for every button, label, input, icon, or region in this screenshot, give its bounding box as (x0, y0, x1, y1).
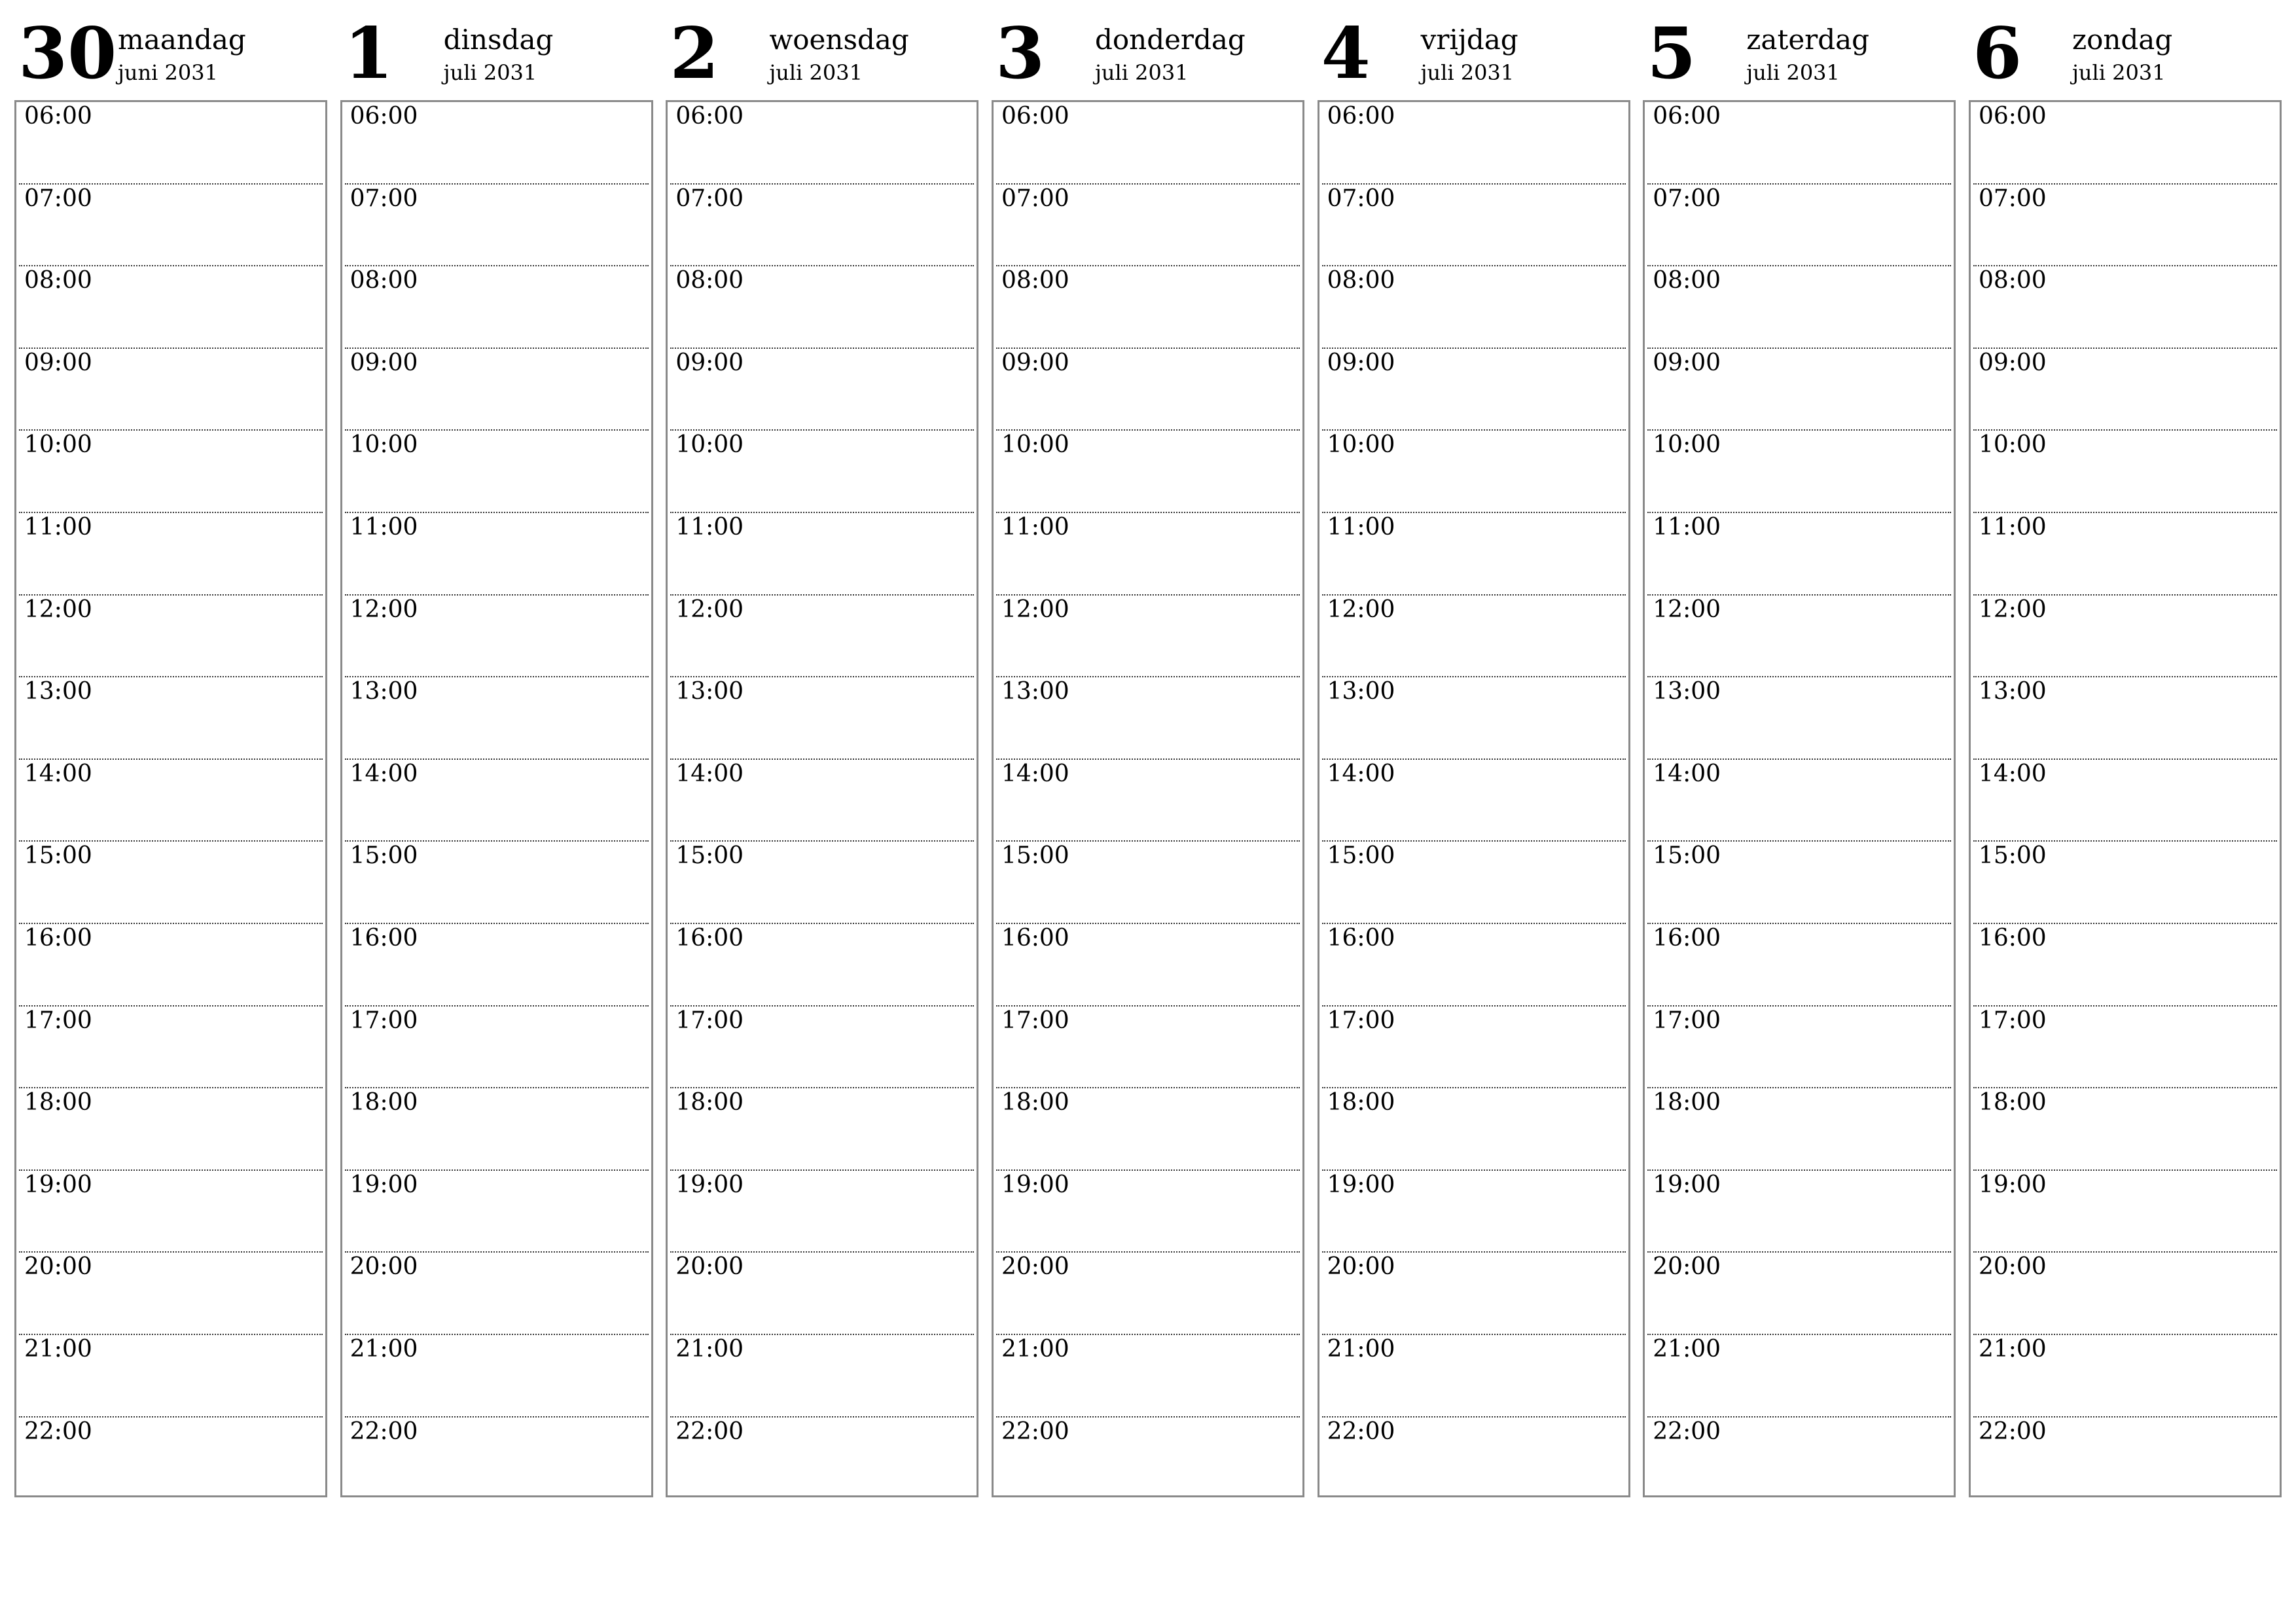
time-label: 17:00 (1978, 1007, 2047, 1034)
time-label: 14:00 (24, 760, 92, 787)
day-number: 3 (995, 12, 1045, 95)
time-slot (1322, 677, 1626, 760)
time-slot (345, 102, 649, 185)
time-label: 22:00 (24, 1418, 92, 1445)
time-slot (996, 266, 1300, 349)
time-label: 20:00 (675, 1253, 744, 1281)
time-label: 18:00 (24, 1089, 92, 1116)
day-column (1643, 14, 1956, 1497)
time-slot (19, 1253, 323, 1335)
time-slot (1322, 1253, 1626, 1335)
time-slot (996, 924, 1300, 1007)
time-slot (345, 677, 649, 760)
time-label: 16:00 (24, 924, 92, 952)
time-label: 19:00 (1978, 1171, 2047, 1198)
time-slot (996, 513, 1300, 596)
time-label: 17:00 (1327, 1007, 1395, 1034)
day-column (1318, 14, 1630, 1497)
day-month: juni 2031 (118, 60, 218, 85)
time-slot (1322, 1418, 1626, 1500)
time-slot (670, 1418, 974, 1500)
time-label: 20:00 (1001, 1253, 1069, 1281)
time-label: 17:00 (24, 1007, 92, 1034)
time-slot (670, 1335, 974, 1418)
time-label: 12:00 (675, 596, 744, 623)
time-slot (670, 596, 974, 678)
day-schedule-box (1318, 100, 1630, 1497)
time-slot (345, 266, 649, 349)
time-label: 09:00 (1978, 349, 2047, 376)
time-slot (345, 185, 649, 267)
time-label: 21:00 (1978, 1335, 2047, 1363)
time-label: 09:00 (1327, 349, 1395, 376)
day-name: dinsdag (443, 24, 554, 56)
day-schedule-box (992, 100, 1304, 1497)
time-label: 19:00 (1001, 1171, 1069, 1198)
time-label: 12:00 (350, 596, 418, 623)
time-label: 13:00 (1653, 678, 1721, 705)
time-label: 08:00 (350, 267, 418, 294)
time-label: 09:00 (24, 349, 92, 376)
time-slot (670, 842, 974, 924)
day-schedule-box (1643, 100, 1956, 1497)
time-slot (1973, 842, 2277, 924)
time-slot (19, 513, 323, 596)
time-slot (19, 924, 323, 1007)
time-label: 11:00 (24, 513, 92, 541)
time-slot (670, 1253, 974, 1335)
time-slot (1973, 1171, 2277, 1253)
time-slot (345, 1088, 649, 1171)
time-label: 14:00 (1978, 760, 2047, 787)
day-month: juli 2031 (769, 60, 863, 85)
time-slot (345, 1418, 649, 1500)
time-slot (996, 1253, 1300, 1335)
time-slot (345, 842, 649, 924)
time-label: 10:00 (1653, 431, 1721, 459)
time-slot (670, 1171, 974, 1253)
day-column (992, 14, 1304, 1497)
time-label: 20:00 (1653, 1253, 1721, 1281)
time-slot (19, 102, 323, 185)
time-label: 10:00 (24, 431, 92, 459)
time-label: 11:00 (1001, 513, 1069, 541)
time-slot (996, 596, 1300, 678)
time-label: 18:00 (1001, 1089, 1069, 1116)
time-slot (1973, 431, 2277, 513)
time-label: 15:00 (350, 842, 418, 870)
time-slot (345, 1007, 649, 1089)
time-slot (1322, 1007, 1626, 1089)
time-slot (1322, 513, 1626, 596)
time-slot (670, 677, 974, 760)
time-label: 10:00 (1001, 431, 1069, 459)
time-slot (1322, 349, 1626, 431)
time-label: 11:00 (1327, 513, 1395, 541)
time-slot (670, 102, 974, 185)
day-number: 6 (1972, 12, 2022, 95)
time-slot (1973, 102, 2277, 185)
time-slot (19, 760, 323, 842)
day-schedule-box (340, 100, 653, 1497)
time-slot (670, 1007, 974, 1089)
time-label: 10:00 (675, 431, 744, 459)
time-slot (1973, 349, 2277, 431)
time-label: 13:00 (675, 678, 744, 705)
day-name: maandag (118, 24, 246, 56)
time-label: 19:00 (675, 1171, 744, 1198)
time-label: 13:00 (1978, 678, 2047, 705)
time-slot (996, 431, 1300, 513)
time-slot (1973, 266, 2277, 349)
time-slot (1322, 102, 1626, 185)
time-slot (1973, 1007, 2277, 1089)
time-slot (19, 1335, 323, 1418)
time-slot (996, 1171, 1300, 1253)
time-slot (1647, 1171, 1951, 1253)
time-label: 20:00 (24, 1253, 92, 1281)
time-slot (345, 596, 649, 678)
time-label: 11:00 (675, 513, 744, 541)
time-slot (670, 349, 974, 431)
time-slot (19, 1171, 323, 1253)
time-label: 06:00 (1653, 103, 1721, 130)
time-label: 07:00 (1978, 185, 2047, 212)
time-slot (1322, 842, 1626, 924)
day-header (14, 14, 327, 100)
time-label: 06:00 (1001, 103, 1069, 130)
day-header (992, 14, 1304, 100)
time-label: 10:00 (1978, 431, 2047, 459)
time-slot (1647, 513, 1951, 596)
day-header (340, 14, 653, 100)
time-label: 22:00 (1001, 1418, 1069, 1445)
time-label: 06:00 (24, 103, 92, 130)
time-label: 18:00 (1653, 1089, 1721, 1116)
time-slot (1647, 1007, 1951, 1089)
day-header (1969, 14, 2282, 100)
time-label: 11:00 (1653, 513, 1721, 541)
time-slot (1322, 266, 1626, 349)
day-name: vrijdag (1420, 24, 1518, 56)
day-month: juli 2031 (1094, 60, 1189, 85)
time-label: 18:00 (350, 1089, 418, 1116)
time-label: 09:00 (675, 349, 744, 376)
time-slot (996, 1335, 1300, 1418)
time-label: 13:00 (1327, 678, 1395, 705)
day-schedule-box (1969, 100, 2282, 1497)
time-label: 12:00 (1327, 596, 1395, 623)
time-slot (1322, 1171, 1626, 1253)
time-label: 17:00 (675, 1007, 744, 1034)
time-label: 09:00 (1653, 349, 1721, 376)
day-schedule-box (666, 100, 978, 1497)
time-label: 21:00 (24, 1335, 92, 1363)
time-label: 10:00 (350, 431, 418, 459)
time-slot (1647, 1088, 1951, 1171)
time-label: 06:00 (1327, 103, 1395, 130)
time-slot (996, 1007, 1300, 1089)
time-label: 12:00 (1653, 596, 1721, 623)
time-label: 15:00 (1001, 842, 1069, 870)
time-slot (345, 349, 649, 431)
time-slot (996, 760, 1300, 842)
time-slot (1322, 1088, 1626, 1171)
day-column (14, 14, 327, 1497)
time-slot (996, 842, 1300, 924)
time-label: 10:00 (1327, 431, 1395, 459)
time-slot (19, 677, 323, 760)
time-label: 07:00 (675, 185, 744, 212)
time-slot (996, 677, 1300, 760)
time-label: 08:00 (1001, 267, 1069, 294)
time-label: 15:00 (24, 842, 92, 870)
time-label: 14:00 (1327, 760, 1395, 787)
time-label: 14:00 (1653, 760, 1721, 787)
time-slot (1973, 513, 2277, 596)
time-label: 14:00 (350, 760, 418, 787)
time-label: 12:00 (24, 596, 92, 623)
time-label: 19:00 (1653, 1171, 1721, 1198)
day-number: 30 (18, 12, 117, 95)
day-schedule-box (14, 100, 327, 1497)
day-name: donderdag (1094, 24, 1246, 56)
time-label: 20:00 (1327, 1253, 1395, 1281)
time-slot (1647, 842, 1951, 924)
time-slot (1322, 924, 1626, 1007)
time-slot (670, 1088, 974, 1171)
time-slot (1973, 1418, 2277, 1500)
time-slot (19, 1088, 323, 1171)
time-label: 11:00 (350, 513, 418, 541)
time-slot (345, 1335, 649, 1418)
time-slot (996, 1088, 1300, 1171)
time-label: 06:00 (675, 103, 744, 130)
time-label: 17:00 (350, 1007, 418, 1034)
time-slot (345, 431, 649, 513)
time-label: 08:00 (1653, 267, 1721, 294)
time-label: 21:00 (1327, 1335, 1395, 1363)
time-label: 20:00 (1978, 1253, 2047, 1281)
time-label: 08:00 (24, 267, 92, 294)
time-slot (1322, 431, 1626, 513)
day-number: 5 (1647, 12, 1696, 95)
time-label: 20:00 (350, 1253, 418, 1281)
time-label: 22:00 (675, 1418, 744, 1445)
time-slot (1973, 1335, 2277, 1418)
time-slot (996, 102, 1300, 185)
time-label: 16:00 (350, 924, 418, 952)
time-label: 18:00 (675, 1089, 744, 1116)
time-slot (1647, 266, 1951, 349)
time-slot (1322, 185, 1626, 267)
time-label: 14:00 (675, 760, 744, 787)
time-label: 15:00 (675, 842, 744, 870)
time-slot (1647, 185, 1951, 267)
time-slot (19, 1007, 323, 1089)
time-slot (19, 185, 323, 267)
time-label: 09:00 (1001, 349, 1069, 376)
time-label: 07:00 (1653, 185, 1721, 212)
time-label: 19:00 (24, 1171, 92, 1198)
time-slot (345, 760, 649, 842)
time-label: 16:00 (1001, 924, 1069, 952)
time-label: 21:00 (1653, 1335, 1721, 1363)
time-slot (19, 349, 323, 431)
time-label: 22:00 (1978, 1418, 2047, 1445)
time-label: 06:00 (1978, 103, 2047, 130)
time-label: 07:00 (1327, 185, 1395, 212)
time-label: 09:00 (350, 349, 418, 376)
time-slot (1973, 1088, 2277, 1171)
time-slot (670, 185, 974, 267)
time-label: 11:00 (1978, 513, 2047, 541)
day-name: zondag (2072, 24, 2173, 56)
time-slot (1647, 596, 1951, 678)
time-slot (996, 1418, 1300, 1500)
time-slot (1647, 924, 1951, 1007)
time-slot (1973, 677, 2277, 760)
time-slot (670, 760, 974, 842)
time-label: 07:00 (350, 185, 418, 212)
time-label: 08:00 (675, 267, 744, 294)
day-number: 2 (670, 12, 719, 95)
time-slot (1973, 760, 2277, 842)
time-label: 19:00 (350, 1171, 418, 1198)
time-slot (1647, 677, 1951, 760)
time-label: 15:00 (1653, 842, 1721, 870)
week-planner (14, 14, 2282, 1497)
time-label: 19:00 (1327, 1171, 1395, 1198)
time-slot (1647, 1335, 1951, 1418)
day-name: woensdag (769, 24, 909, 56)
time-label: 21:00 (1001, 1335, 1069, 1363)
time-slot (1647, 760, 1951, 842)
time-slot (19, 266, 323, 349)
time-label: 12:00 (1978, 596, 2047, 623)
time-slot (670, 513, 974, 596)
day-name: zaterdag (1746, 24, 1870, 56)
time-slot (345, 1171, 649, 1253)
time-slot (19, 1418, 323, 1500)
time-label: 21:00 (675, 1335, 744, 1363)
time-slot (345, 924, 649, 1007)
day-month: juli 2031 (2072, 60, 2166, 85)
time-slot (19, 596, 323, 678)
time-slot (1647, 1418, 1951, 1500)
time-slot (1322, 1335, 1626, 1418)
time-label: 16:00 (1978, 924, 2047, 952)
time-slot (996, 349, 1300, 431)
time-slot (19, 842, 323, 924)
day-month: juli 2031 (1420, 60, 1515, 85)
time-slot (1973, 185, 2277, 267)
time-label: 14:00 (1001, 760, 1069, 787)
time-slot (345, 513, 649, 596)
time-label: 17:00 (1001, 1007, 1069, 1034)
time-label: 13:00 (350, 678, 418, 705)
time-label: 22:00 (350, 1418, 418, 1445)
time-label: 06:00 (350, 103, 418, 130)
time-label: 17:00 (1653, 1007, 1721, 1034)
time-slot (1647, 431, 1951, 513)
time-slot (670, 266, 974, 349)
time-label: 21:00 (350, 1335, 418, 1363)
time-label: 12:00 (1001, 596, 1069, 623)
time-slot (1322, 760, 1626, 842)
day-month: juli 2031 (443, 60, 537, 85)
time-label: 07:00 (24, 185, 92, 212)
time-label: 08:00 (1327, 267, 1395, 294)
time-label: 13:00 (1001, 678, 1069, 705)
day-column (1969, 14, 2282, 1497)
day-month: juli 2031 (1746, 60, 1840, 85)
time-slot (1322, 596, 1626, 678)
time-label: 16:00 (675, 924, 744, 952)
day-number: 1 (344, 12, 393, 95)
time-slot (670, 431, 974, 513)
time-label: 18:00 (1327, 1089, 1395, 1116)
time-label: 08:00 (1978, 267, 2047, 294)
time-slot (1973, 924, 2277, 1007)
time-slot (670, 924, 974, 1007)
time-label: 13:00 (24, 678, 92, 705)
day-header (1643, 14, 1956, 100)
time-label: 22:00 (1653, 1418, 1721, 1445)
day-column (340, 14, 653, 1497)
time-label: 16:00 (1327, 924, 1395, 952)
day-column (666, 14, 978, 1497)
day-header (666, 14, 978, 100)
time-slot (19, 431, 323, 513)
time-label: 15:00 (1327, 842, 1395, 870)
time-slot (1647, 1253, 1951, 1335)
day-number: 4 (1321, 12, 1371, 95)
time-slot (996, 185, 1300, 267)
time-label: 16:00 (1653, 924, 1721, 952)
time-slot (345, 1253, 649, 1335)
time-slot (1973, 596, 2277, 678)
day-header (1318, 14, 1630, 100)
time-slot (1647, 102, 1951, 185)
time-slot (1647, 349, 1951, 431)
time-slot (1973, 1253, 2277, 1335)
time-label: 18:00 (1978, 1089, 2047, 1116)
time-label: 07:00 (1001, 185, 1069, 212)
time-label: 15:00 (1978, 842, 2047, 870)
time-label: 22:00 (1327, 1418, 1395, 1445)
